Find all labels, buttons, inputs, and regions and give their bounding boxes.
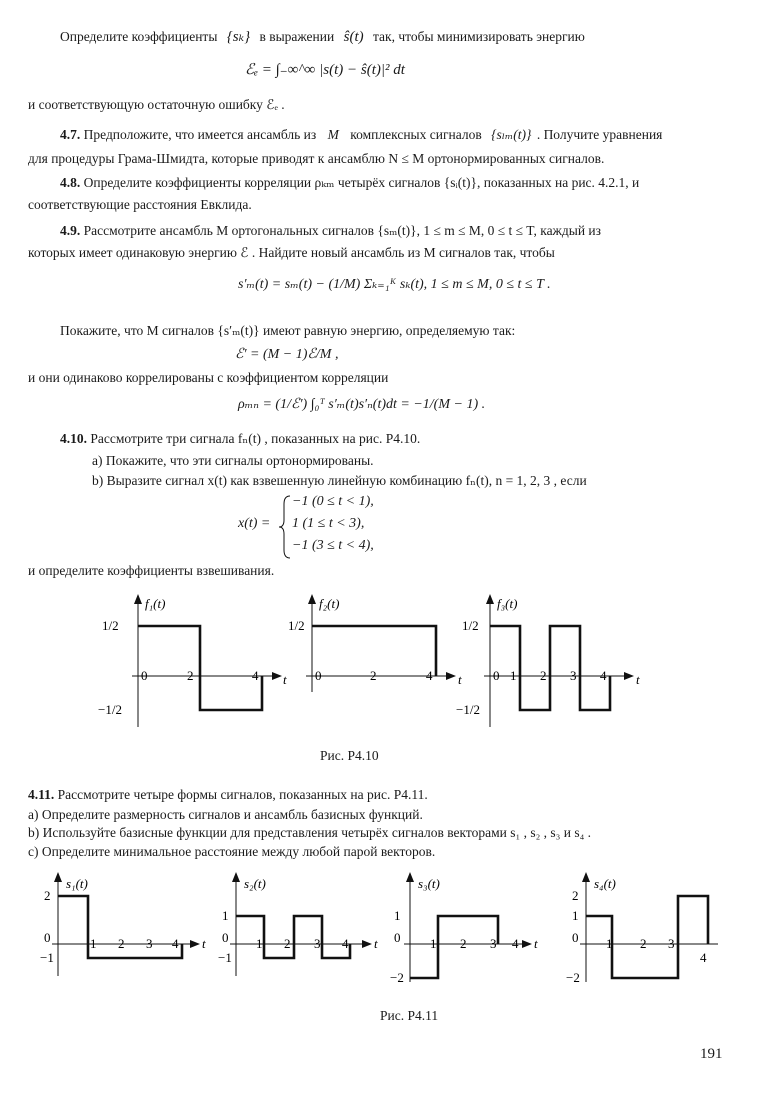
p49-equation-2: ℰ′ = (M − 1)ℰ/M ,	[235, 347, 339, 362]
s2-x-2: 2	[284, 936, 291, 951]
s4-y-2: 2	[572, 888, 579, 903]
s3-y-m2: −2	[390, 970, 404, 985]
p47-line-2: для процедуры Грама-Шмидта, которые приводят к ансамблю N ≤ M ортонормированных сигналов.	[28, 151, 605, 166]
p49-line-1	[60, 222, 601, 239]
p411-number: 4.11.	[28, 787, 55, 802]
p47-line-1	[60, 126, 662, 143]
f3-tick-4: 4	[600, 668, 607, 683]
s2-x-1: 1	[256, 936, 263, 951]
s1-y-2: 2	[44, 888, 51, 903]
f3-t: t	[636, 672, 640, 687]
p47-text-c: . Получите уравнения	[536, 127, 663, 142]
s4-y-0: 0	[572, 930, 579, 945]
f2-label: f₂(t)	[319, 596, 340, 611]
f1-tick-4: 4	[252, 668, 259, 683]
x-brace	[278, 494, 292, 560]
f2-yhi: 1/2	[288, 618, 305, 633]
plot-f3	[456, 594, 640, 727]
p411-item-c: c) Определите минимальное расстояние между любой парой векторов.	[28, 844, 436, 859]
s2-x-4: 4	[342, 936, 349, 951]
s2-t: t	[374, 936, 378, 951]
s3-label: s₃(t)	[418, 876, 440, 891]
s1-t: t	[202, 936, 206, 951]
f3-yhi: 1/2	[462, 618, 479, 633]
s2-y-0: 0	[222, 930, 229, 945]
s4-x-1: 1	[606, 936, 613, 951]
plot-s4	[566, 872, 718, 985]
plot-f2	[288, 594, 462, 692]
page-number: 191	[700, 1046, 723, 1062]
f1-label: f₁(t)	[145, 596, 166, 611]
f1-tick-2: 2	[187, 668, 194, 683]
f2-tick-2: 2	[370, 668, 377, 683]
intro-sym-shat: ŝ(t)	[343, 29, 364, 45]
x-lhs: x(t) =	[238, 516, 271, 531]
s3-y-0: 0	[394, 930, 401, 945]
s4-x-3: 3	[668, 936, 675, 951]
s4-x-2: 2	[640, 936, 647, 951]
p410-text: Рассмотрите три сигнала fₙ(t) , показанных на рис. P4.10.	[90, 431, 421, 446]
f2-tick-4: 4	[426, 668, 433, 683]
f3-label: f₃(t)	[497, 596, 518, 611]
p410-item-a: a) Покажите, что эти сигналы ортонормированы.	[92, 453, 374, 468]
p410-item-b: b) Выразите сигнал x(t) как взвешенную линейную комбинацию fₙ(t), n = 1, 2, 3 , если	[92, 473, 587, 488]
f1-t: t	[283, 672, 287, 687]
plot-s2	[218, 872, 378, 976]
f3-tick-3: 3	[570, 668, 577, 683]
x-case-1: −1 (0 ≤ t < 1),	[292, 494, 374, 509]
p48-number: 4.8.	[60, 175, 81, 190]
p411-text: Рассмотрите четыре формы сигналов, показанных на рис. P4.11.	[57, 787, 428, 802]
s1-y-0: 0	[44, 930, 51, 945]
intro-text-b: в выражении	[259, 29, 335, 44]
p47-sym-M: M	[327, 127, 339, 142]
plot-s1	[40, 872, 206, 976]
s3-y-1: 1	[394, 908, 401, 923]
s1-y-m1: −1	[40, 950, 54, 965]
f1-ylo: −1/2	[98, 702, 122, 717]
p49-text: Рассмотрите ансамбль M ортогональных сигналов {sₘ(t)}, 1 ≤ m ≤ M, 0 ≤ t ≤ T, каждый из	[83, 223, 601, 238]
s4-y-1: 1	[572, 908, 579, 923]
s4-x-4: 4	[700, 950, 707, 965]
p411-item-b: b) Используйте базисные функции для представления четырёх сигналов векторами s₁ , s₂ , s₃ и s₄ .	[28, 825, 592, 840]
s1-x-3: 3	[146, 936, 153, 951]
s2-y-m1: −1	[218, 950, 232, 965]
f2-t: t	[458, 672, 462, 687]
p411-item-a: a) Определите размерность сигналов и ансамбль базисных функций.	[28, 807, 423, 822]
s2-y-1: 1	[222, 908, 229, 923]
p410-line-end: и определите коэффициенты взвешивания.	[28, 563, 275, 578]
s3-x-2: 2	[460, 936, 467, 951]
p48-line-2: соответствующие расстояния Евклида.	[28, 197, 252, 212]
f3-tick-0: 0	[493, 668, 500, 683]
p47-text-a: Предположите, что имеется ансамбль из	[83, 127, 317, 142]
p49-equation-3: ρₘₙ = (1/ℰ′) ∫₀ᵀ s′ₘ(t)s′ₙ(t)dt = −1/(M − 1) .	[238, 397, 486, 412]
figure-p411	[0, 872, 759, 1002]
p47-sym-slm: {sₗₘ(t)}	[491, 127, 532, 142]
plot-f1	[98, 594, 287, 727]
p49-number: 4.9.	[60, 223, 81, 238]
s3-x-1: 1	[430, 936, 437, 951]
p47-text-b: комплексных сигналов	[350, 127, 482, 142]
p48-line-1	[60, 174, 639, 191]
p48-text: Определите коэффициенты корреляции ρₖₘ четырёх сигналов {sᵢ(t)}, показанных на рис. 4.2.1, и	[83, 175, 640, 190]
p47-number: 4.7.	[60, 127, 81, 142]
s1-x-1: 1	[90, 936, 97, 951]
s3-x-3: 3	[490, 936, 497, 951]
p410-number: 4.10.	[60, 431, 87, 446]
intro-line-1	[60, 28, 585, 46]
s1-label: s₁(t)	[66, 876, 88, 891]
s4-y-m2: −2	[566, 970, 580, 985]
caption-p411: Рис. P4.11	[380, 1008, 439, 1023]
x-case-3: −1 (3 ≤ t < 4),	[292, 538, 374, 553]
s2-x-3: 3	[314, 936, 321, 951]
f1-tick-0: 0	[141, 668, 148, 683]
p49-line-4: и они одинаково коррелированы с коэффициентом корреляции	[28, 370, 389, 385]
figure-p410	[0, 592, 759, 742]
caption-p410: Рис. P4.10	[320, 748, 379, 763]
s1-x-2: 2	[118, 936, 125, 951]
s1-x-4: 4	[172, 936, 179, 951]
s4-label: s₄(t)	[594, 876, 616, 891]
intro-text-c: так, чтобы минимизировать энергию	[372, 29, 585, 44]
x-case-2: 1 (1 ≤ t < 3),	[292, 516, 365, 531]
p411-line-1	[28, 786, 428, 803]
intro-line-2: и соответствующую остаточную ошибку ℰₑ .	[28, 97, 285, 112]
intro-sym-sk: {sₖ}	[226, 29, 251, 45]
f3-tick-2: 2	[540, 668, 547, 683]
p410-line-1	[60, 430, 420, 447]
plot-s3	[390, 872, 538, 985]
p49-line-3: Покажите, что M сигналов {s′ₘ(t)} имеют равную энергию, определяемую так:	[60, 323, 516, 338]
s3-t: t	[534, 936, 538, 951]
f3-ylo: −1/2	[456, 702, 480, 717]
p49-line-2: которых имеет одинаковую энергию ℰ . Найдите новый ансамбль из M сигналов так, чтобы	[28, 245, 555, 260]
intro-text-a: Определите коэффициенты	[60, 29, 218, 44]
f1-yhi: 1/2	[102, 618, 119, 633]
p49-equation-1: s′ₘ(t) = sₘ(t) − (1/M) Σₖ₌₁ᴷ sₖ(t), 1 ≤ m ≤ M, 0 ≤ t ≤ T .	[238, 277, 551, 292]
s3-x-4: 4	[512, 936, 519, 951]
energy-equation: ℰₑ = ∫₋∞^∞ |s(t) − ŝ(t)|² dt	[245, 62, 405, 78]
f3-tick-1: 1	[510, 668, 517, 683]
s2-label: s₂(t)	[244, 876, 266, 891]
f2-tick-0: 0	[315, 668, 322, 683]
